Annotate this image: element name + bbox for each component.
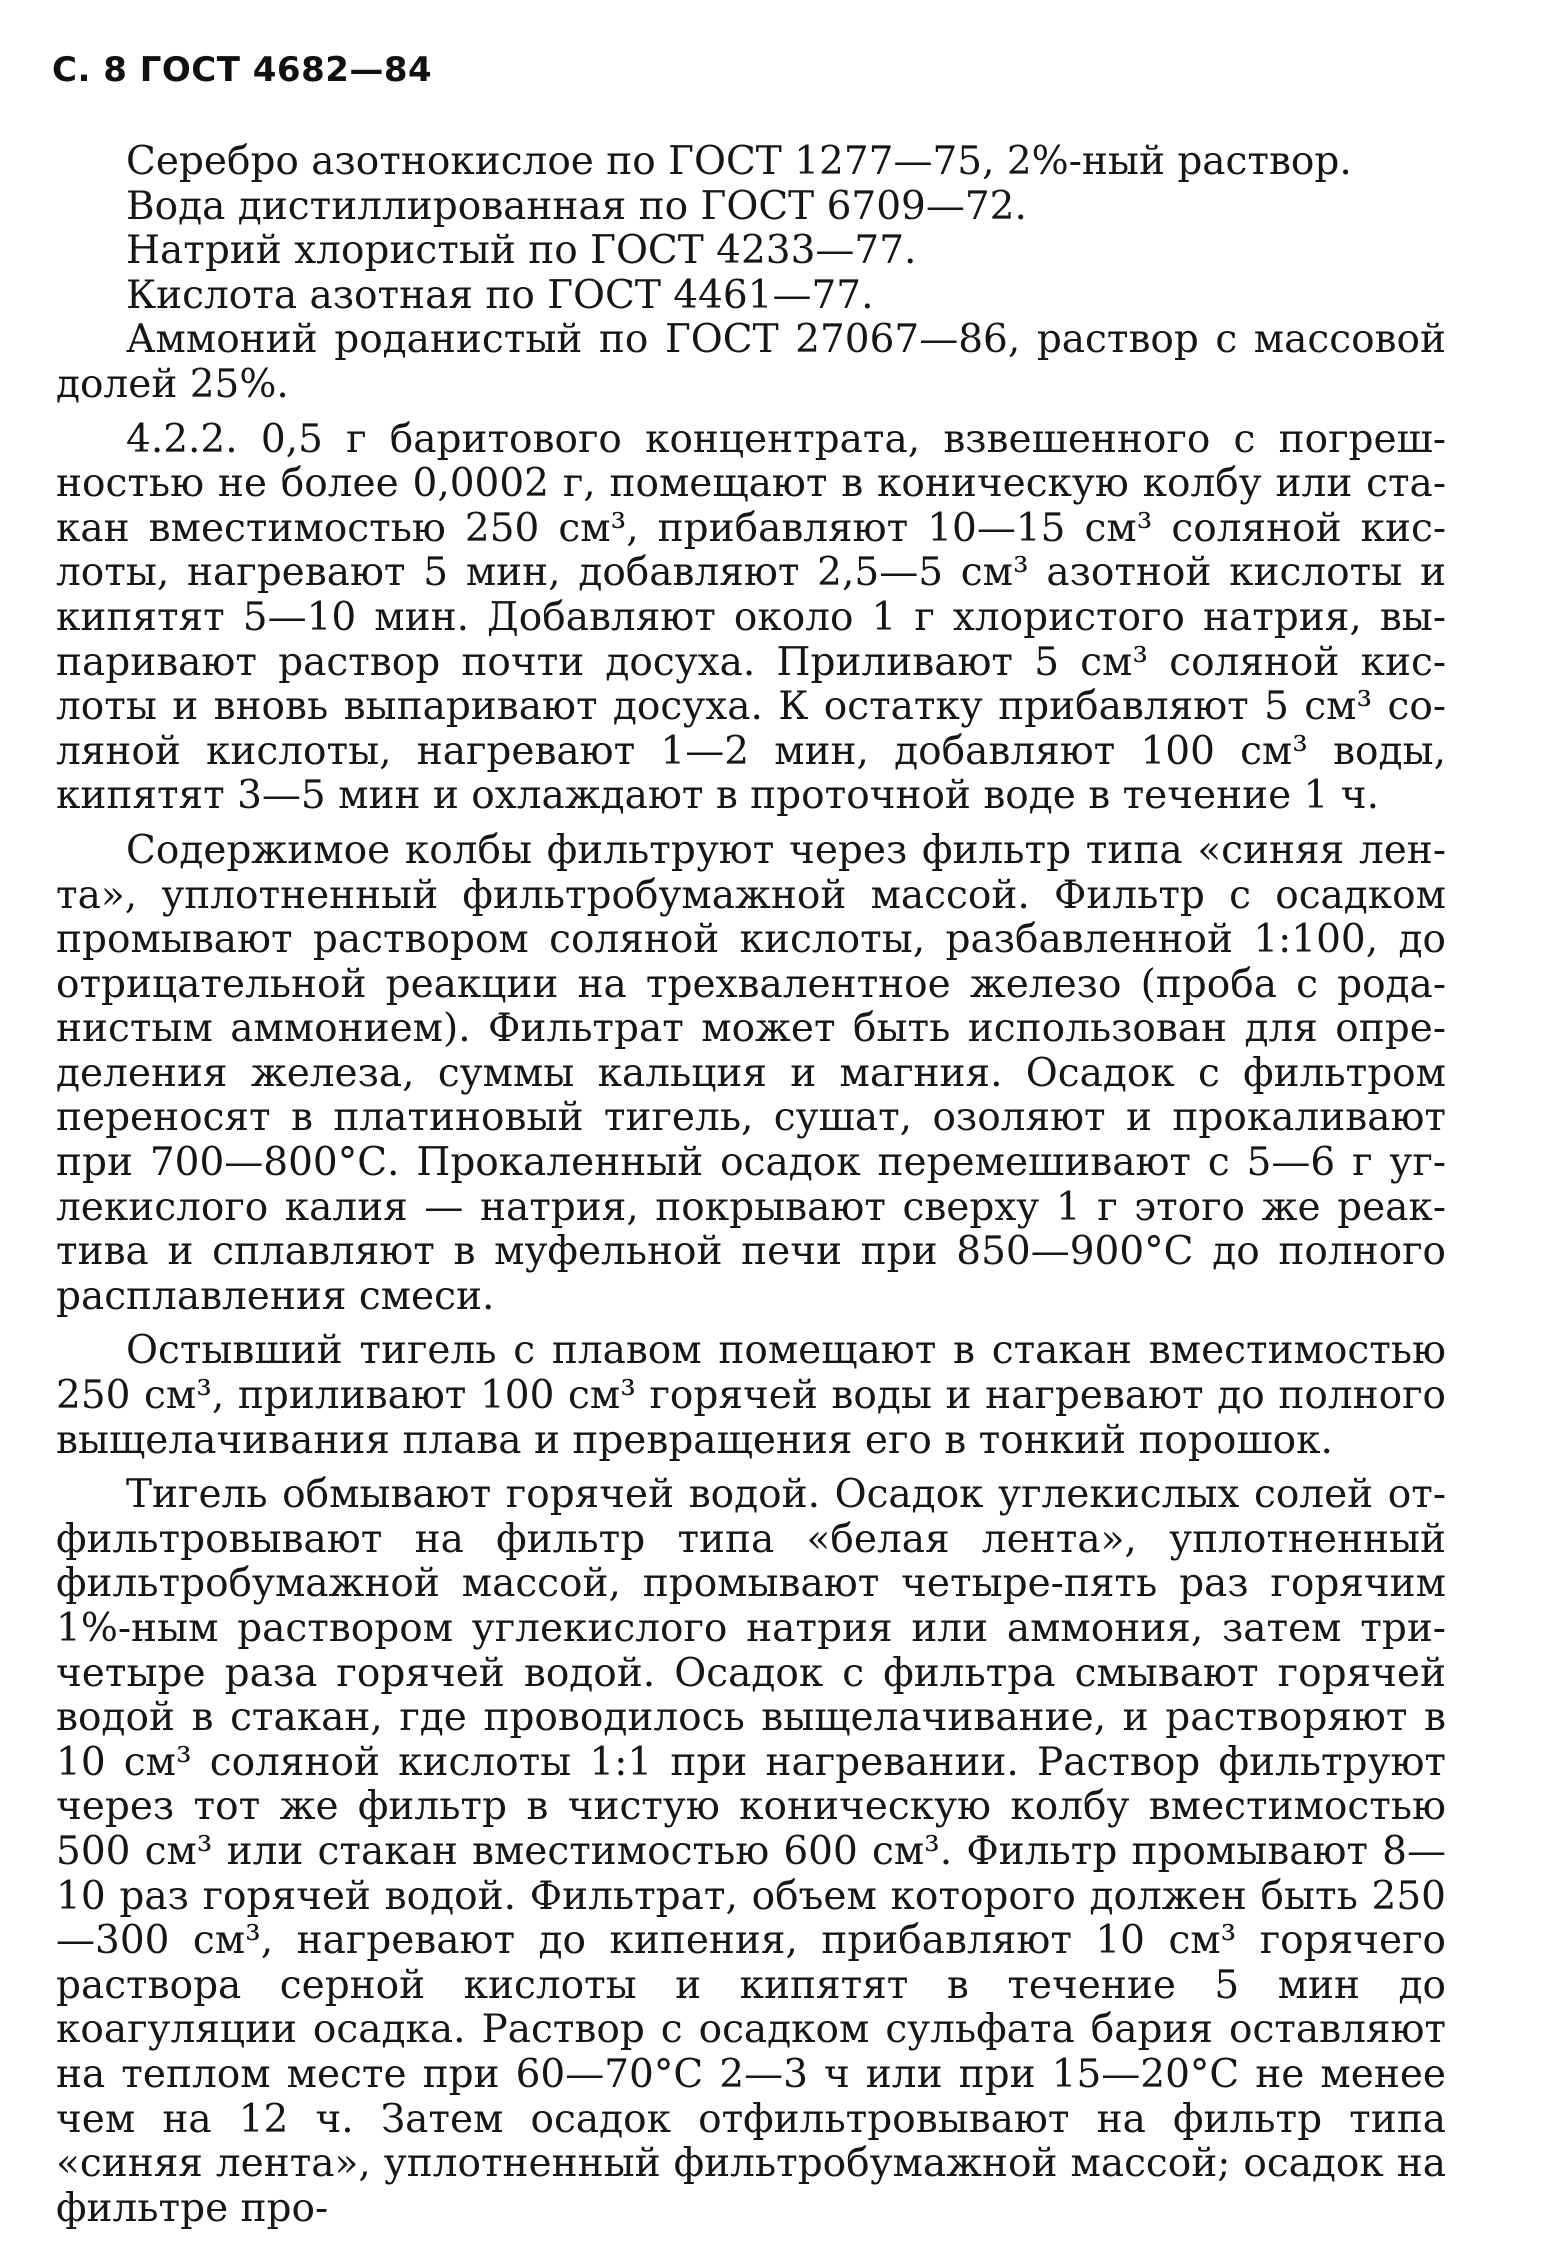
paragraph-precipitation: Тигель обмывают горячей водой. Осадок углекислых солей отфильтровывают на фильтр типа «белая лента», уплотненный фильтробумажной массой, промывают четыре-пять раз горячим 1%-ным раствором углекислого натрия или аммония, затем три-четыре раза горячей водой. Осадок с фильтра смывают горячей водой в стакан, где проводилось выщелачивание, и растворяют в 10 см³ соляной кислоты 1:1 при нагревании. Раствор фильтруют через тот же фильтр в чистую коническую колбу вместимостью 500 см³ или стакан вместимостью 600 см³. Фильтр промывают 8—10 раз горячей водой. Фильтрат, объем которого должен быть 250—300 см³, нагревают до кипения, прибавляют 10 см³ горячего раствора серной кислоты и кипятят в течение 5 мин до коагуляции осадка. Раствор с осадком сульфата бария оставляют на теплом месте при 60—70°С 2—3 ч или при 15—20°С не менее чем на 12 ч. Затем осадок отфильтровывают на фильтр типа «синяя лента», уплотненный фильтробумажной массой; осадок на фильтре про-: [56, 1472, 1446, 2231]
document-body: [56, 140, 1446, 2241]
page-header: С. 8 ГОСТ 4682—84: [52, 50, 433, 90]
paragraph-filtration: Содержимое колбы фильтруют через фильтр типа «синяя лента», уплотненный фильтробумажной массой. Фильтр с осадком промывают раствором соляной кислоты, разбавленной 1:100, до отрицательной реакции на трехвалентное железо (проба с роданистым аммонием). Фильтрат может быть использован для определения железа, суммы кальция и магния. Осадок с фильтром переносят в платиновый тигель, сушат, озоляют и прокаливают при 700—800°С. Прокаленный осадок перемешивают с 5—6 г углекислого калия — натрия, покрывают сверху 1 г этого же реактива и сплавляют в муфельной печи при 850—900°С до полного расплавления смеси.: [56, 827, 1446, 1319]
reagent-line: Вода дистиллированная по ГОСТ 6709—72.: [126, 183, 1027, 229]
reagent-line: Серебро азотнокислое по ГОСТ 1277—75, 2%-ный раствор.: [126, 139, 1352, 184]
paragraph-leaching: Остывший тигель с плавом помещают в стакан вместимостью 250 см³, приливают 100 см³ горячей воды и нагревают до полного выщелачивания плава и превращения его в тонкий порошок.: [56, 1328, 1446, 1463]
reagent-line: Кислота азотная по ГОСТ 4461—77.: [126, 272, 874, 318]
paragraph-4-2-2: 4.2.2. 0,5 г баритового концентрата, взвешенного с погрешностью не более 0,0002 г, помещают в коническую колбу или стакан вместимостью 250 см³, прибавляют 10—15 см³ соляной кислоты, нагревают 5 мин, добавляют 2,5—5 см³ азотной кислоты и кипятят 5—10 мин. Добавляют около 1 г хлористого натрия, выпаривают раствор почти досуха. Приливают 5 см³ соляной кислоты и вновь выпаривают досуха. К остатку прибавляют 5 см³ соляной кислоты, нагревают 1—2 мин, добавляют 100 см³ воды, кипятят 3—5 мин и охлаждают в проточной воде в течение 1 ч.: [56, 416, 1446, 819]
reagent-paragraph: Аммоний роданистый по ГОСТ 27067—86, раствор с массовой долей 25%.: [56, 317, 1446, 407]
reagent-line: Натрий хлористый по ГОСТ 4233—77.: [126, 228, 917, 274]
